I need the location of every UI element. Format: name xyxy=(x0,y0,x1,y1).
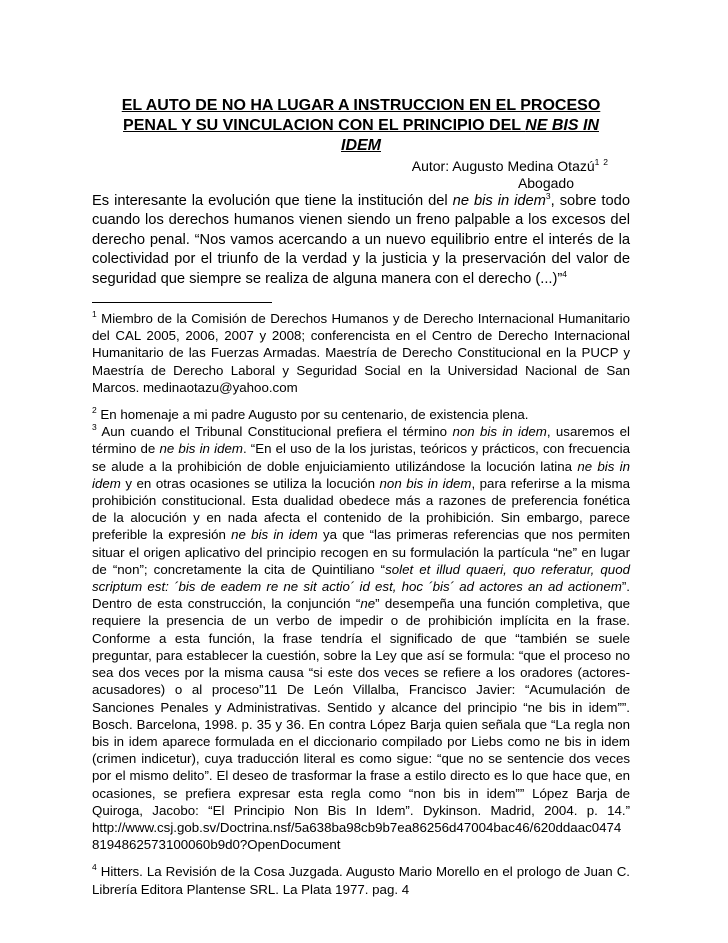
footnote-italic: non bis in idem xyxy=(379,475,472,491)
author-role: Abogado xyxy=(517,175,574,191)
footnote-number: 2 xyxy=(92,405,97,416)
body-text: Es interesante la evolución que tiene la institución del xyxy=(92,193,453,209)
footnote-text: , para referirse a la misma prohibición constitucional. Esta dualidad obedece más a razones de preferencia fonética de la alocución y en nada afecta el contenido de la prohibición. Sin embargo, parece preferible la expresión xyxy=(92,475,630,543)
footnote-italic: non bis in idem xyxy=(452,424,547,440)
footnote-italic: ne bis in idem xyxy=(231,527,318,543)
footnote-ref-4: 4 xyxy=(562,268,567,279)
footnote-text: Miembro de la Comisión de Derechos Humanos y de Derecho Internacional Humanitario del CAL 2005, 2006, 2007 y 2008; conferencista en el Centro de Derecho Internacional Humanitario de las Fuerzas Armadas. Maestría de Derecho Constitucional en la PUCP y Maestría de Derecho Laboral y Seguridad Social en la Universidad Nacional de San Marcos. medinaotazu@yahoo.com xyxy=(92,311,630,395)
footnote-text: ”. Dentro de esta construcción, la conjunción “ xyxy=(92,579,630,612)
footnote-number: 1 xyxy=(92,309,97,320)
body-paragraph xyxy=(92,192,630,289)
author-footnote-ref-1: 1 xyxy=(594,157,600,167)
body-text: , sobre todo cuando los derechos humanos vienen siendo un freno palpable a los excesos del derecho penal. “Nos vamos acercando a un nuevo equilibrio entre el interés de la colectividad por el triunfo de la verdad y la justicia y la preservación del valor de seguridad que siempre se realiza de alguna manera con el derecho (...)” xyxy=(92,193,630,287)
author-footnote-ref-2: 2 xyxy=(603,157,608,167)
footnote-text: ya que “las primeras referencias que nos permiten situar el origen aplicativo del principio recogen en su formulación la partícula “ne” en lugar de “non”; concretamente la cita de Quintiliano “ xyxy=(92,527,630,577)
footnote-italic: ne xyxy=(360,596,376,612)
title-line-3-italic: IDEM xyxy=(341,137,381,154)
footnote-italic: solet et illud quaeri, quo referatur, quod scriptum est: ´bis de eadem re ne sit actio´ id est, hoc ´bis´ ad actores an ad actionem xyxy=(92,561,630,595)
footnote-italic: ne bis in idem xyxy=(159,441,243,457)
footnote-separator xyxy=(92,302,272,303)
author-name: Autor: Augusto Medina Otazú xyxy=(411,158,595,174)
footnote-text: Hitters. La Revisión de la Cosa Juzgada. Augusto Mario Morello en el prologo de Juan C. Librería Editora Plantense SRL. La Plata 1977. pag. 4 xyxy=(92,864,630,897)
title-line-1: EL AUTO DE NO HA LUGAR A INSTRUCCION EN EL PROCESO xyxy=(121,97,601,114)
title-line-2-italic: NE BIS IN xyxy=(525,117,599,134)
document-title xyxy=(92,96,630,156)
footnote-text: En homenaje a mi padre Augusto por su centenario, de existencia plena. xyxy=(96,407,529,423)
footnote-text: ” desempeña una función completiva, que requiere la presencia de un verbo de impedir o de prohibición implícita en la frase. Conforme a esta función, la frase tendría el significado de que “también se suele preguntar, para establecer la cuestión, sobre la Ley que así se formula: “que el proceso no sea dos veces por la misma causa “si este dos veces se refiere a los oradores (actores-acusadores) o al proceso”11 De León Villalba, Francisco Javier: “Acumulación de Sanciones Penales y Administrativas. Sentido y alcance del principio “ne bis in idem””. Bosch. Barcelona, 1998. p. 35 y 36. En contra López Barja quien señala que “La regla non bis in idem aparece formulada en el diccionario compilado por Liebs como ne bis in idem (crimen indicetur), cuya traducción literal es como sigue: “que no se sentencie dos veces por el mismo delito”. El deseo de trasformar la frase a estilo directo es lo que hace que, en ocasiones, se prefiera expresar esta regla como “non bis in idem”” López Barja de Quiroga, Jacobo: “El Principio Non Bis In Idem”. Dykinson. Madrid, 2004. p. 14.” http://www.csj.gob.sv/Doctrina.nsf/5a638ba98cb9b7ea86256d47004bac46/620ddaac0474 8194862573100060b9d0?OpenDocument xyxy=(92,596,631,853)
author-line xyxy=(92,158,630,175)
document-page xyxy=(92,96,630,898)
footnote-4 xyxy=(92,863,630,897)
footnote-text: , usaremos el término de xyxy=(92,424,630,457)
footnote-1 xyxy=(92,310,630,396)
footnote-number: 3 xyxy=(92,422,97,433)
title-line-2: PENAL Y SU VINCULACION CON EL PRINCIPIO DEL xyxy=(123,117,526,134)
footnote-number: 4 xyxy=(92,862,97,873)
footnote-ref-3: 3 xyxy=(545,191,551,201)
body-italic-term: ne bis in idem xyxy=(452,193,546,209)
footnote-3 xyxy=(92,423,630,853)
footnote-text: y en otras ocasiones se utiliza la locución xyxy=(120,475,380,491)
footnote-2 xyxy=(92,406,630,423)
footnote-text: . “En el uso de la los juristas, teóricos y prácticos, con frecuencia se alude a la prohibición de doble enjuiciamiento utilizándose la locución latina xyxy=(92,441,630,474)
footnote-italic: ne bis in idem xyxy=(92,458,631,491)
footnote-text: Aun cuando el Tribunal Constitucional prefiera el término xyxy=(96,424,453,440)
